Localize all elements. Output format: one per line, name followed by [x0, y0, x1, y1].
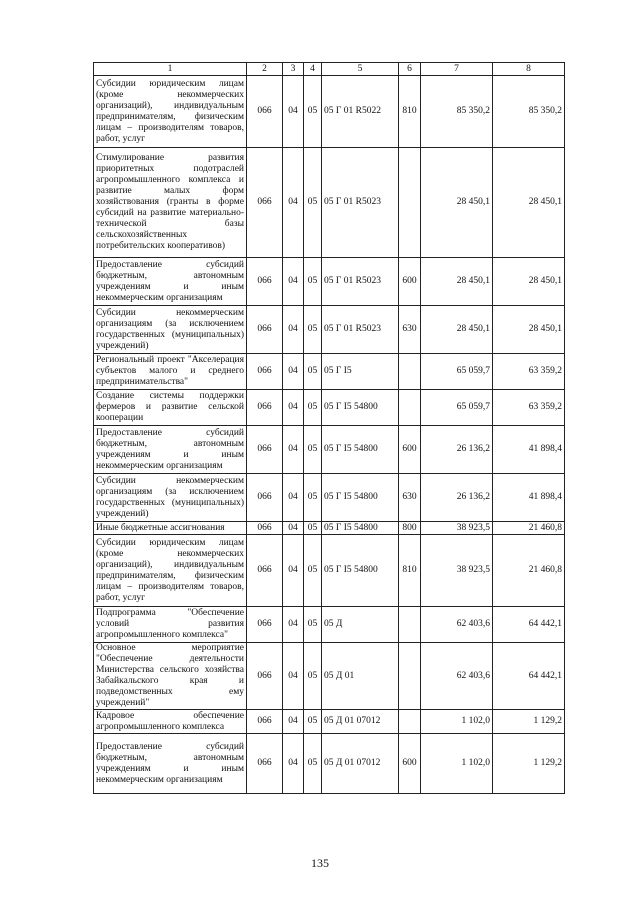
row-name: Субсидии юридическим лицам (кроме некоммерческих организаций), индивидуальным предпринимателям, физическим лицам – производителям товаров, работ, услуг: [94, 76, 247, 148]
row-expense-type: 600: [399, 258, 421, 306]
col-header: 7: [421, 63, 493, 76]
col-header: 3: [283, 63, 304, 76]
col-header: 2: [247, 63, 283, 76]
row-subsection-code: 05: [304, 306, 322, 354]
page-number: 135: [311, 856, 329, 870]
row-section-code: 04: [283, 522, 304, 535]
row-amount-year1: 1 102,0: [421, 734, 493, 794]
row-admin-code: 066: [247, 76, 283, 148]
col-header: 8: [493, 63, 565, 76]
row-amount-year2: 63 359,2: [493, 354, 565, 390]
row-name: Предоставление субсидий бюджетным, автономным учреждениям и иным некоммерческим организациям: [94, 258, 247, 306]
table-row: [94, 76, 565, 148]
row-name: Создание системы поддержки фермеров и развитие сельской кооперации: [94, 390, 247, 426]
row-section-code: 04: [283, 148, 304, 258]
row-name: Субсидии некоммерческим организациям (за исключением государственных (муниципальных) учреждений): [94, 474, 247, 522]
row-admin-code: 066: [247, 522, 283, 535]
row-name: Предоставление субсидий бюджетным, автономным учреждениям и иным некоммерческим организациям: [94, 734, 247, 794]
row-target-article: 05 Г 01 R5023: [322, 258, 399, 306]
row-expense-type: 810: [399, 76, 421, 148]
table-row: [94, 148, 565, 258]
row-amount-year2: 1 129,2: [493, 710, 565, 734]
row-amount-year2: 1 129,2: [493, 734, 565, 794]
col-header: 1: [94, 63, 247, 76]
row-subsection-code: 05: [304, 390, 322, 426]
row-expense-type: 600: [399, 426, 421, 474]
row-expense-type: [399, 354, 421, 390]
row-subsection-code: 05: [304, 607, 322, 643]
row-admin-code: 066: [247, 710, 283, 734]
row-amount-year1: 38 923,5: [421, 522, 493, 535]
header-row: [94, 63, 565, 76]
row-amount-year2: 85 350,2: [493, 76, 565, 148]
table-row: [94, 643, 565, 710]
row-target-article: 05 Г 01 R5023: [322, 148, 399, 258]
row-subsection-code: 05: [304, 426, 322, 474]
row-name: Подпрограмма "Обеспечение условий развития агропромышленного комплекса": [94, 607, 247, 643]
row-amount-year1: 65 059,7: [421, 390, 493, 426]
row-amount-year1: 26 136,2: [421, 474, 493, 522]
row-amount-year2: 21 460,8: [493, 535, 565, 607]
row-amount-year1: 28 450,1: [421, 148, 493, 258]
row-target-article: 05 Г I5 54800: [322, 474, 399, 522]
row-section-code: 04: [283, 76, 304, 148]
row-section-code: 04: [283, 258, 304, 306]
row-subsection-code: 05: [304, 76, 322, 148]
row-amount-year1: 1 102,0: [421, 710, 493, 734]
row-subsection-code: 05: [304, 522, 322, 535]
row-expense-type: 630: [399, 474, 421, 522]
col-header: 6: [399, 63, 421, 76]
row-amount-year2: 41 898,4: [493, 426, 565, 474]
row-name: Субсидии некоммерческим организациям (за исключением государственных (муниципальных) учреждений): [94, 306, 247, 354]
row-name: Кадровое обеспечение агропромышленного комплекса: [94, 710, 247, 734]
row-target-article: 05 Д 01 07012: [322, 710, 399, 734]
row-section-code: 04: [283, 643, 304, 710]
table-row: [94, 710, 565, 734]
row-target-article: 05 Д 01 07012: [322, 734, 399, 794]
row-expense-type: 630: [399, 306, 421, 354]
row-expense-type: 600: [399, 734, 421, 794]
row-name: Стимулирование развития приоритетных подотраслей агропромышленного комплекса и развитие малых форм хозяйствования (гранты в форме субсидий на развитие материально-технической базы сельскохозяйственных потребительских кооперативов): [94, 148, 247, 258]
row-section-code: 04: [283, 426, 304, 474]
row-section-code: 04: [283, 306, 304, 354]
row-amount-year2: 64 442,1: [493, 607, 565, 643]
row-amount-year1: 26 136,2: [421, 426, 493, 474]
row-admin-code: 066: [247, 734, 283, 794]
row-amount-year1: 62 403,6: [421, 607, 493, 643]
row-subsection-code: 05: [304, 710, 322, 734]
row-amount-year2: 41 898,4: [493, 474, 565, 522]
row-amount-year2: 28 450,1: [493, 306, 565, 354]
row-section-code: 04: [283, 710, 304, 734]
row-expense-type: 810: [399, 535, 421, 607]
row-target-article: 05 Г I5 54800: [322, 522, 399, 535]
row-amount-year1: 28 450,1: [421, 306, 493, 354]
row-section-code: 04: [283, 354, 304, 390]
row-expense-type: [399, 643, 421, 710]
row-admin-code: 066: [247, 306, 283, 354]
row-admin-code: 066: [247, 643, 283, 710]
row-target-article: 05 Г I5 54800: [322, 535, 399, 607]
row-amount-year1: 62 403,6: [421, 643, 493, 710]
table-row: [94, 306, 565, 354]
row-target-article: 05 Г I5 54800: [322, 390, 399, 426]
col-header: 5: [322, 63, 399, 76]
row-section-code: 04: [283, 734, 304, 794]
row-target-article: 05 Г I5 54800: [322, 426, 399, 474]
table-row: [94, 734, 565, 794]
row-amount-year2: 63 359,2: [493, 390, 565, 426]
row-admin-code: 066: [247, 535, 283, 607]
row-amount-year2: 21 460,8: [493, 522, 565, 535]
row-subsection-code: 05: [304, 474, 322, 522]
table-row: [94, 354, 565, 390]
row-amount-year1: 65 059,7: [421, 354, 493, 390]
budget-table: [93, 62, 565, 794]
row-name: Региональный проект "Акселерация субъектов малого и среднего предпринимательства": [94, 354, 247, 390]
col-header: 4: [304, 63, 322, 76]
row-expense-type: [399, 710, 421, 734]
row-expense-type: 800: [399, 522, 421, 535]
table-row: [94, 535, 565, 607]
row-admin-code: 066: [247, 148, 283, 258]
row-name: Основное мероприятие "Обеспечение деятельности Министерства сельского хозяйства Забайкальского края и подведомственных ему учреждений": [94, 643, 247, 710]
row-expense-type: [399, 390, 421, 426]
row-subsection-code: 05: [304, 535, 322, 607]
table-row: [94, 522, 565, 535]
row-section-code: 04: [283, 390, 304, 426]
row-amount-year2: 64 442,1: [493, 643, 565, 710]
row-admin-code: 066: [247, 607, 283, 643]
row-admin-code: 066: [247, 426, 283, 474]
row-amount-year1: 85 350,2: [421, 76, 493, 148]
row-section-code: 04: [283, 607, 304, 643]
row-target-article: 05 Д: [322, 607, 399, 643]
row-subsection-code: 05: [304, 734, 322, 794]
row-expense-type: [399, 607, 421, 643]
table-row: [94, 426, 565, 474]
row-admin-code: 066: [247, 258, 283, 306]
row-target-article: 05 Г I5: [322, 354, 399, 390]
row-expense-type: [399, 148, 421, 258]
row-target-article: 05 Г 01 R5022: [322, 76, 399, 148]
row-subsection-code: 05: [304, 354, 322, 390]
row-section-code: 04: [283, 535, 304, 607]
row-target-article: 05 Г 01 R5023: [322, 306, 399, 354]
row-subsection-code: 05: [304, 643, 322, 710]
row-admin-code: 066: [247, 354, 283, 390]
table-row: [94, 474, 565, 522]
row-name: Предоставление субсидий бюджетным, автономным учреждениям и иным некоммерческим организациям: [94, 426, 247, 474]
row-amount-year2: 28 450,1: [493, 148, 565, 258]
row-section-code: 04: [283, 474, 304, 522]
table-row: [94, 390, 565, 426]
table-row: [94, 607, 565, 643]
row-admin-code: 066: [247, 390, 283, 426]
row-amount-year1: 28 450,1: [421, 258, 493, 306]
row-admin-code: 066: [247, 474, 283, 522]
row-name: Иные бюджетные ассигнования: [94, 522, 247, 535]
table-row: [94, 258, 565, 306]
row-subsection-code: 05: [304, 148, 322, 258]
row-amount-year2: 28 450,1: [493, 258, 565, 306]
row-amount-year1: 38 923,5: [421, 535, 493, 607]
row-name: Субсидии юридическим лицам (кроме некоммерческих организаций), индивидуальным предпринимателям, физическим лицам – производителям товаров, работ, услуг: [94, 535, 247, 607]
row-target-article: 05 Д 01: [322, 643, 399, 710]
table-body: [94, 76, 565, 794]
row-subsection-code: 05: [304, 258, 322, 306]
